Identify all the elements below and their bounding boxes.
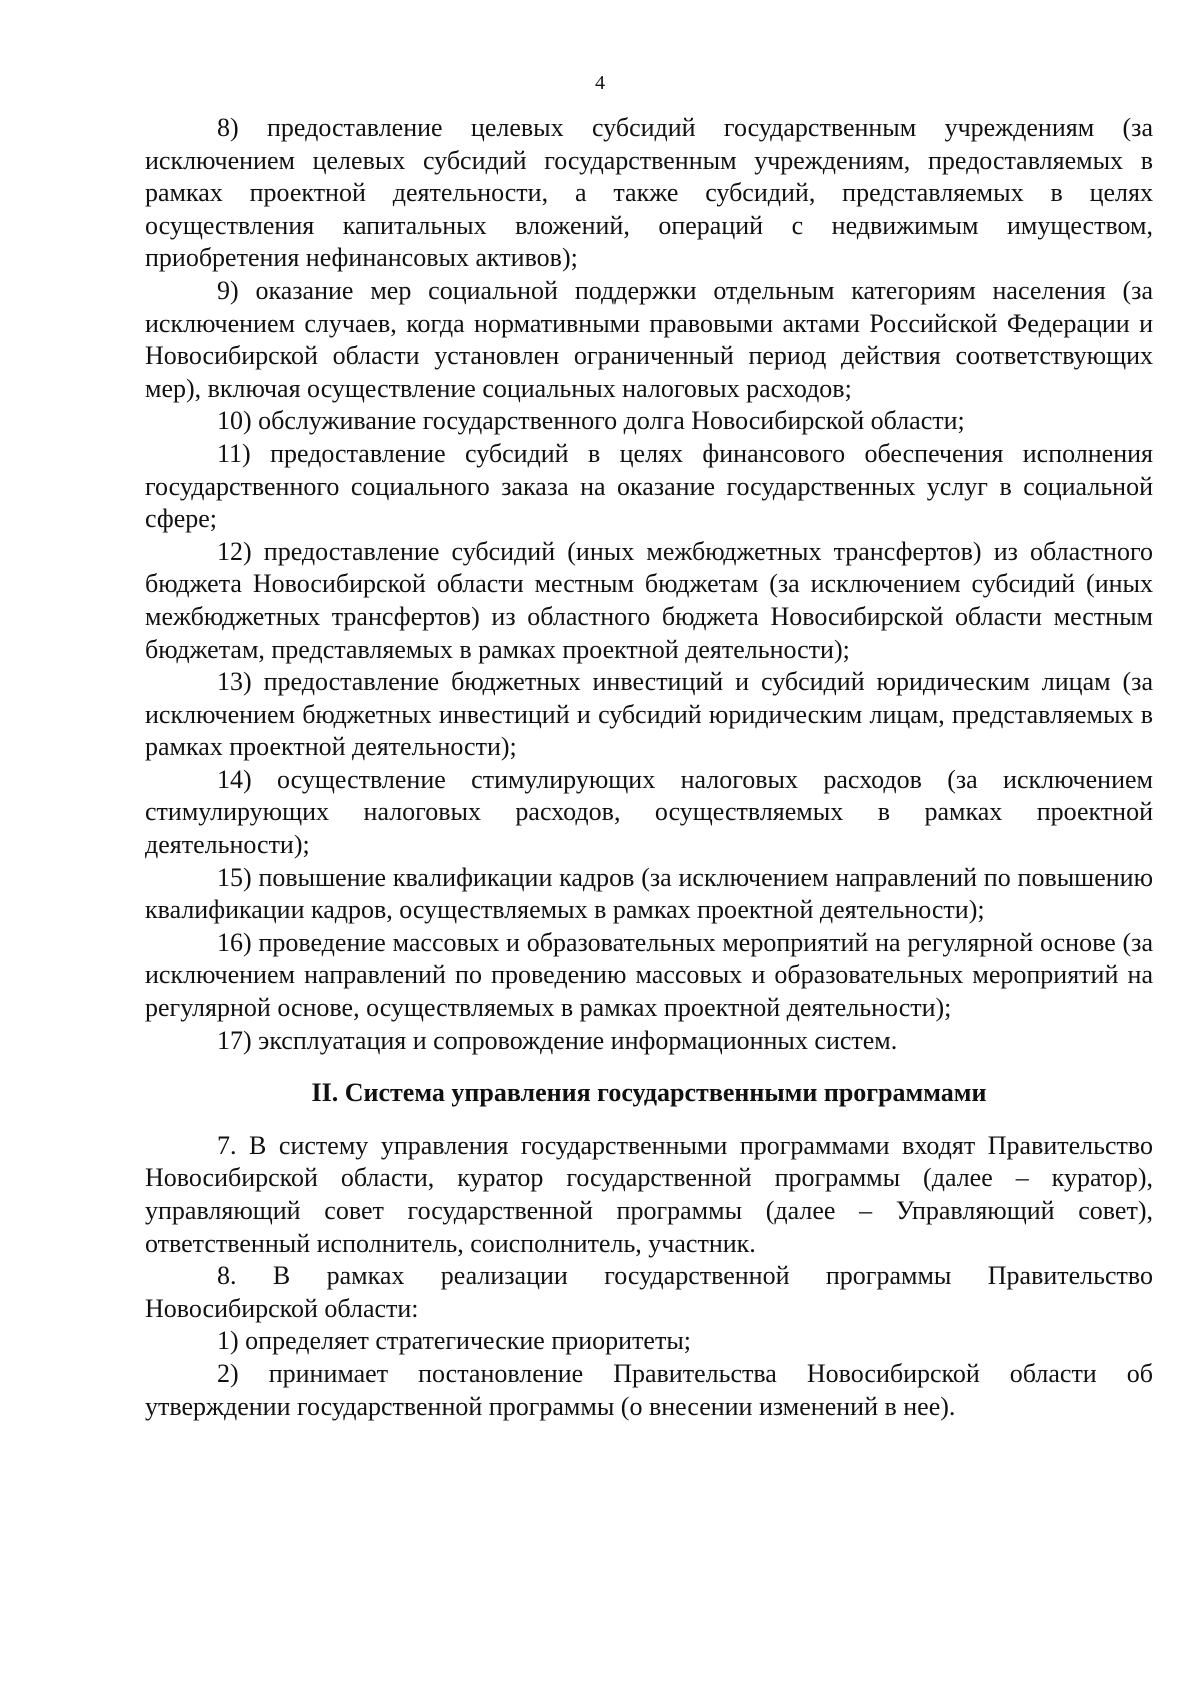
subitem-1: 1) определяет стратегические приоритеты; [217, 1326, 692, 1356]
list-item-14: 14) осуществление стимулирующих налоговых расходов (за исключением стимулирующих налоговых расходов, осуществляемых в рамках проектной деятельности); [145, 764, 1153, 860]
list-item-10: 10) обслуживание государственного долга Новосибирской области; [217, 406, 965, 436]
document-body [145, 112, 1153, 1423]
list-item-16: 16) проведение массовых и образовательных мероприятий на регулярной основе (за исключением направлений по проведению массовых и образовательных мероприятий на регулярной основе, осуществляемых в рамках проектной деятельности); [145, 927, 1153, 1023]
list-item-13: 13) предоставление бюджетных инвестиций и субсидий юридическим лицам (за исключением бюджетных инвестиций и субсидий юридическим лицам, представляемых в рамках проектной деятельности); [145, 667, 1153, 762]
list-item-17: 17) эксплуатация и сопровождение информационных систем. [217, 1025, 898, 1055]
paragraph-8: 8. В рамках реализации государственной программы Правительство Новосибирской области: [145, 1261, 1153, 1323]
paragraph-7: 7. В систему управления государственными программами входят Правительство Новосибирской области, куратор государственной программы (далее – куратор), управляющий совет государственной программы (далее – Управляющий совет), ответственный исполнитель, соисполнитель, участник. [145, 1130, 1153, 1258]
page-number: 4 [595, 72, 605, 94]
list-item-9: 9) оказание мер социальной поддержки отдельным категориям населения (за исключением случаев, когда нормативными правовыми актами Российской Федерации и Новосибирской области установлен ограниченный период действия соответствующих мер), включая осуществление социальных налоговых расходов; [145, 275, 1153, 403]
section-heading: II. Система управления государственными программами [311, 1078, 987, 1108]
list-item-15: 15) повышение квалификации кадров (за исключением направлений по повышению квалификации кадров, осуществляемых в рамках проектной деятельности); [145, 862, 1153, 925]
list-item-11: 11) предоставление субсидий в целях финансового обеспечения исполнения государственного социального заказа на оказание государственных услуг в социальной сфере; [145, 438, 1153, 534]
list-item-8: 8) предоставление целевых субсидий государственным учреждениям (за исключением целевых субсидий государственным учреждениям, предоставляемых в рамках проектной деятельности, а также субсидий, представляемых в целях осуществления капитальных вложений, операций с недвижимым имуществом, приобретения нефинансовых активов); [145, 113, 1153, 273]
subitem-2: 2) принимает постановление Правительства Новосибирской области об утверждении государственной программы (о внесении изменений в нее). [145, 1358, 1153, 1421]
list-item-12: 12) предоставление субсидий (иных межбюджетных трансфертов) из областного бюджета Новосибирской области местным бюджетам (за исключением субсидий (иных межбюджетных трансфертов) из областного бюджета Новосибирской области местным бюджетам, представляемых в рамках проектной деятельности); [145, 536, 1153, 664]
